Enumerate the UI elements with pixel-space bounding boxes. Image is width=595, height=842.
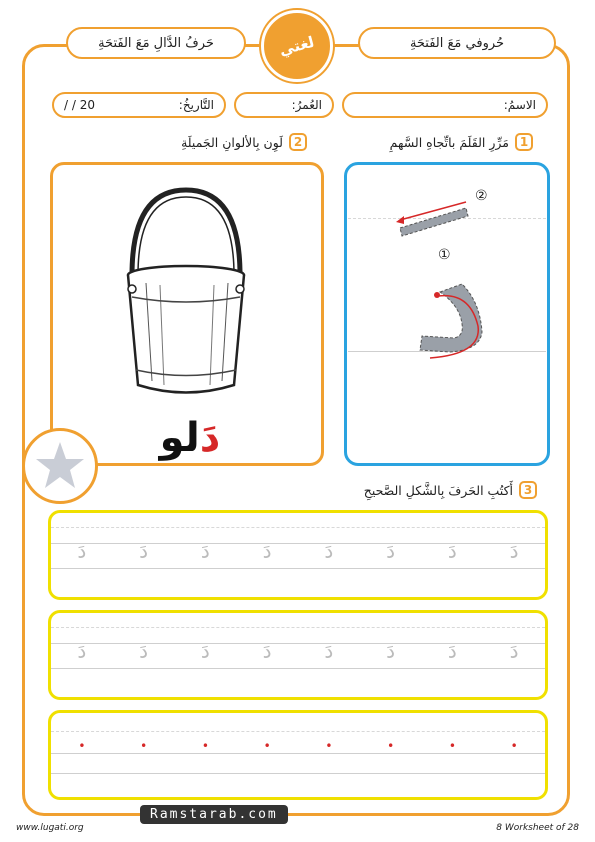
practice-glyph: دَ [447,639,457,663]
trace-step-2: ② [475,188,488,204]
practice-box-3[interactable] [48,710,548,800]
practice-glyph: دَ [77,639,87,663]
trace-fatha-stroke[interactable] [390,198,474,240]
practice-glyph-row [51,539,545,563]
name-field[interactable] [342,92,548,118]
logo-text: لغتي [277,32,317,60]
practice-glyph: دَ [139,639,149,663]
practice-guide [51,527,545,528]
picture-word-letter: دَ [199,415,221,461]
practice-baseline [51,773,545,774]
section-3-number: 3 [519,481,537,499]
practice-glyph: دَ [324,639,334,663]
practice-dot: • [140,739,148,753]
practice-box-1[interactable] [48,510,548,600]
date-label: التَّاريخُ: [178,98,214,112]
section-1-title [390,133,533,151]
trace-letter-dal[interactable] [410,262,500,362]
practice-box-2[interactable] [48,610,548,700]
age-field[interactable] [234,92,334,118]
section-2-text: لَوِن بِالألوانِ الجَميلَةِ [181,134,283,150]
date-value: / / 20 [64,98,95,112]
practice-dot: • [448,739,456,753]
date-field[interactable] [52,92,226,118]
practice-glyph: دَ [324,539,334,563]
header-title-left-text: حَرفُ الدَّالِ مَعَ الفَتحَةِ [98,35,214,51]
practice-glyph: دَ [262,639,272,663]
footer-brand: Ramstarab.com [140,805,288,824]
name-label: الاسمُ: [503,98,536,112]
footer-page-info: 8 Worksheet of 28 [496,823,579,833]
practice-glyph: دَ [386,639,396,663]
section-3-title [364,481,537,499]
section-2-number: 2 [289,133,307,151]
practice-dot: • [510,739,518,753]
practice-glyph-row [51,639,545,663]
bucket-icon[interactable] [118,185,254,410]
footer-website[interactable]: www.lugati.org [16,823,84,833]
practice-glyph: دَ [447,539,457,563]
practice-baseline [51,668,545,669]
practice-dot: • [201,739,209,753]
practice-glyph: دَ [509,539,519,563]
practice-glyph: دَ [386,539,396,563]
section-1-number: 1 [515,133,533,151]
practice-dot: • [387,739,395,753]
section-3-text: أَكتُبِ الحَرفَ بِالشَّكلِ الصَّحيحِ [363,482,513,498]
logo [261,10,333,82]
practice-guide [51,753,545,754]
practice-guide [51,627,545,628]
header-title-right-text: حُروفي مَعَ الفَتحَةِ [409,35,505,51]
picture-word-rest: لو [159,415,200,461]
practice-glyph: دَ [200,639,210,663]
practice-dot: • [78,739,86,753]
header-title-left [66,27,246,59]
section-1-text: مَرِّرِ القَلَمَ باتِّجاهِ السَّهمِ [389,134,509,150]
trace-step-1: ① [438,247,451,263]
practice-glyph: دَ [77,539,87,563]
practice-dot-row [51,739,545,753]
star-badge [22,428,98,504]
practice-guide [51,731,545,732]
practice-glyph: دَ [509,639,519,663]
practice-glyph: دَ [262,539,272,563]
age-label: العُمرُ: [291,98,322,112]
header-title-right [358,27,556,59]
star-icon [33,439,87,493]
section-2-title [181,133,307,151]
practice-baseline [51,568,545,569]
picture-word [150,415,230,461]
practice-dot: • [263,739,271,753]
practice-glyph: دَ [139,539,149,563]
practice-dot: • [325,739,333,753]
practice-glyph: دَ [200,539,210,563]
